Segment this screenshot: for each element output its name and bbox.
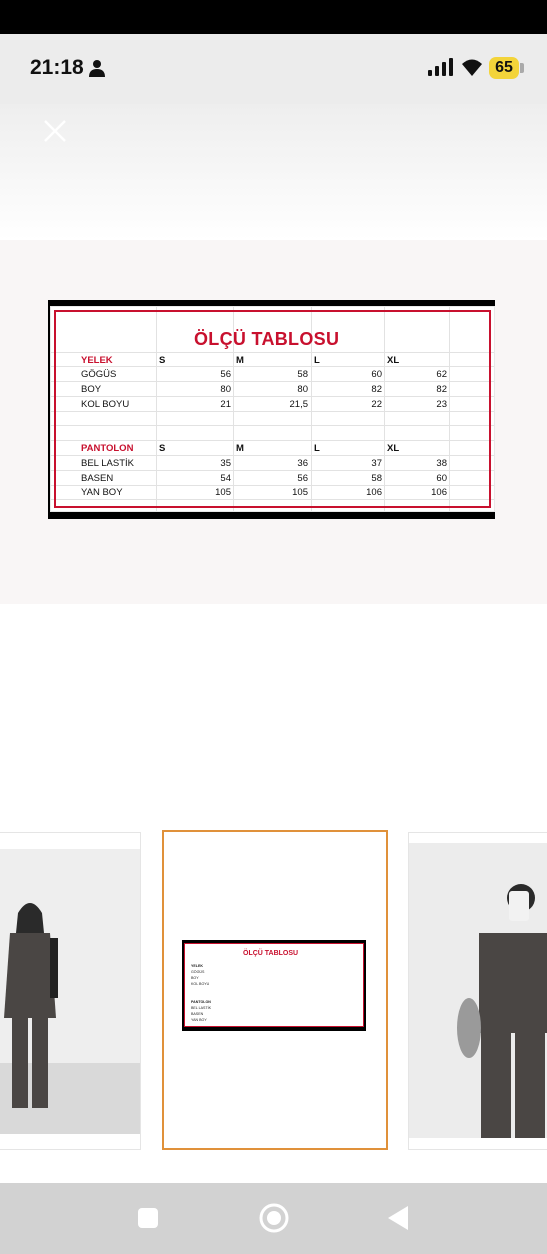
row-label: BASEN [81, 473, 114, 484]
cell-value: 35 [220, 458, 231, 469]
row-label: YAN BOY [81, 487, 123, 498]
size-chart-image [48, 300, 495, 519]
cell-value: 62 [436, 369, 447, 380]
close-icon[interactable] [40, 116, 70, 146]
row-label: BOY [81, 384, 102, 395]
cell-value: 21,5 [289, 399, 308, 410]
row-label: BEL LASTİK [81, 458, 134, 469]
back-icon[interactable] [387, 1205, 409, 1231]
size-header: S [159, 443, 166, 454]
cell-value: 56 [220, 369, 231, 380]
cell-value: 82 [371, 384, 382, 395]
wifi-icon [460, 57, 484, 77]
cell-value: 36 [297, 458, 308, 469]
top-strip [0, 0, 547, 34]
cell-value: 54 [220, 473, 231, 484]
mini-row: BOY [191, 976, 199, 980]
status-time: 21:18 [30, 56, 84, 79]
cell-value: 105 [292, 487, 308, 498]
battery-level: 65 [495, 59, 513, 76]
row-label: GÖGÜS [81, 369, 117, 380]
cell-value: 80 [297, 384, 308, 395]
mini-chart-title: ÖLÇÜ TABLOSU [243, 950, 299, 957]
signal-icon [428, 58, 454, 76]
size-header: XL [387, 355, 400, 366]
cell-value: 82 [436, 384, 447, 395]
thumbnail-model-front[interactable] [0, 832, 141, 1150]
home-icon[interactable] [258, 1202, 290, 1234]
size-header: L [314, 355, 320, 366]
mini-row: KOL BOYU [191, 982, 210, 986]
recent-apps-icon[interactable] [137, 1207, 159, 1229]
section-pantolon: PANTOLON [81, 443, 134, 454]
cell-value: 21 [220, 399, 231, 410]
cell-value: 60 [371, 369, 382, 380]
viewer-header [0, 104, 547, 240]
mini-row: BASEN [191, 1012, 204, 1016]
mini-size-chart [182, 940, 366, 1031]
size-header: XL [387, 443, 400, 454]
cell-value: 58 [371, 473, 382, 484]
row-label: KOL BOYU [81, 399, 130, 410]
cell-value: 37 [371, 458, 382, 469]
model-photo [409, 833, 547, 1149]
cell-value: 106 [431, 487, 447, 498]
cell-value: 38 [436, 458, 447, 469]
cell-value: 56 [297, 473, 308, 484]
cell-value: 80 [220, 384, 231, 395]
mini-row: GÖGÜS [191, 970, 205, 974]
person-icon [88, 59, 106, 77]
size-header: L [314, 443, 320, 454]
cell-value: 60 [436, 473, 447, 484]
mini-row: BEL LASTİK [191, 1006, 212, 1010]
size-chart-sheet [50, 306, 495, 512]
thumbnail-model-mirror[interactable] [408, 832, 547, 1150]
cell-value: 58 [297, 369, 308, 380]
mini-row: YAN BOY [191, 1018, 207, 1022]
section-yelek: YELEK [81, 355, 113, 366]
size-header: M [236, 355, 244, 366]
model-photo [0, 833, 140, 1149]
size-chart-title: ÖLÇÜ TABLOSU [194, 329, 340, 349]
cell-value: 106 [366, 487, 382, 498]
battery-tip [520, 63, 524, 73]
mini-row: YELEK [191, 964, 203, 968]
cell-value: 23 [436, 399, 447, 410]
battery-indicator [489, 57, 519, 79]
cell-value: 22 [371, 399, 382, 410]
mini-row: PANTOLON [191, 1000, 211, 1004]
size-header: M [236, 443, 244, 454]
mini-size-chart-sheet [184, 943, 364, 1027]
thumbnail-size-chart[interactable] [162, 830, 388, 1150]
cell-value: 105 [215, 487, 231, 498]
size-header: S [159, 355, 166, 366]
